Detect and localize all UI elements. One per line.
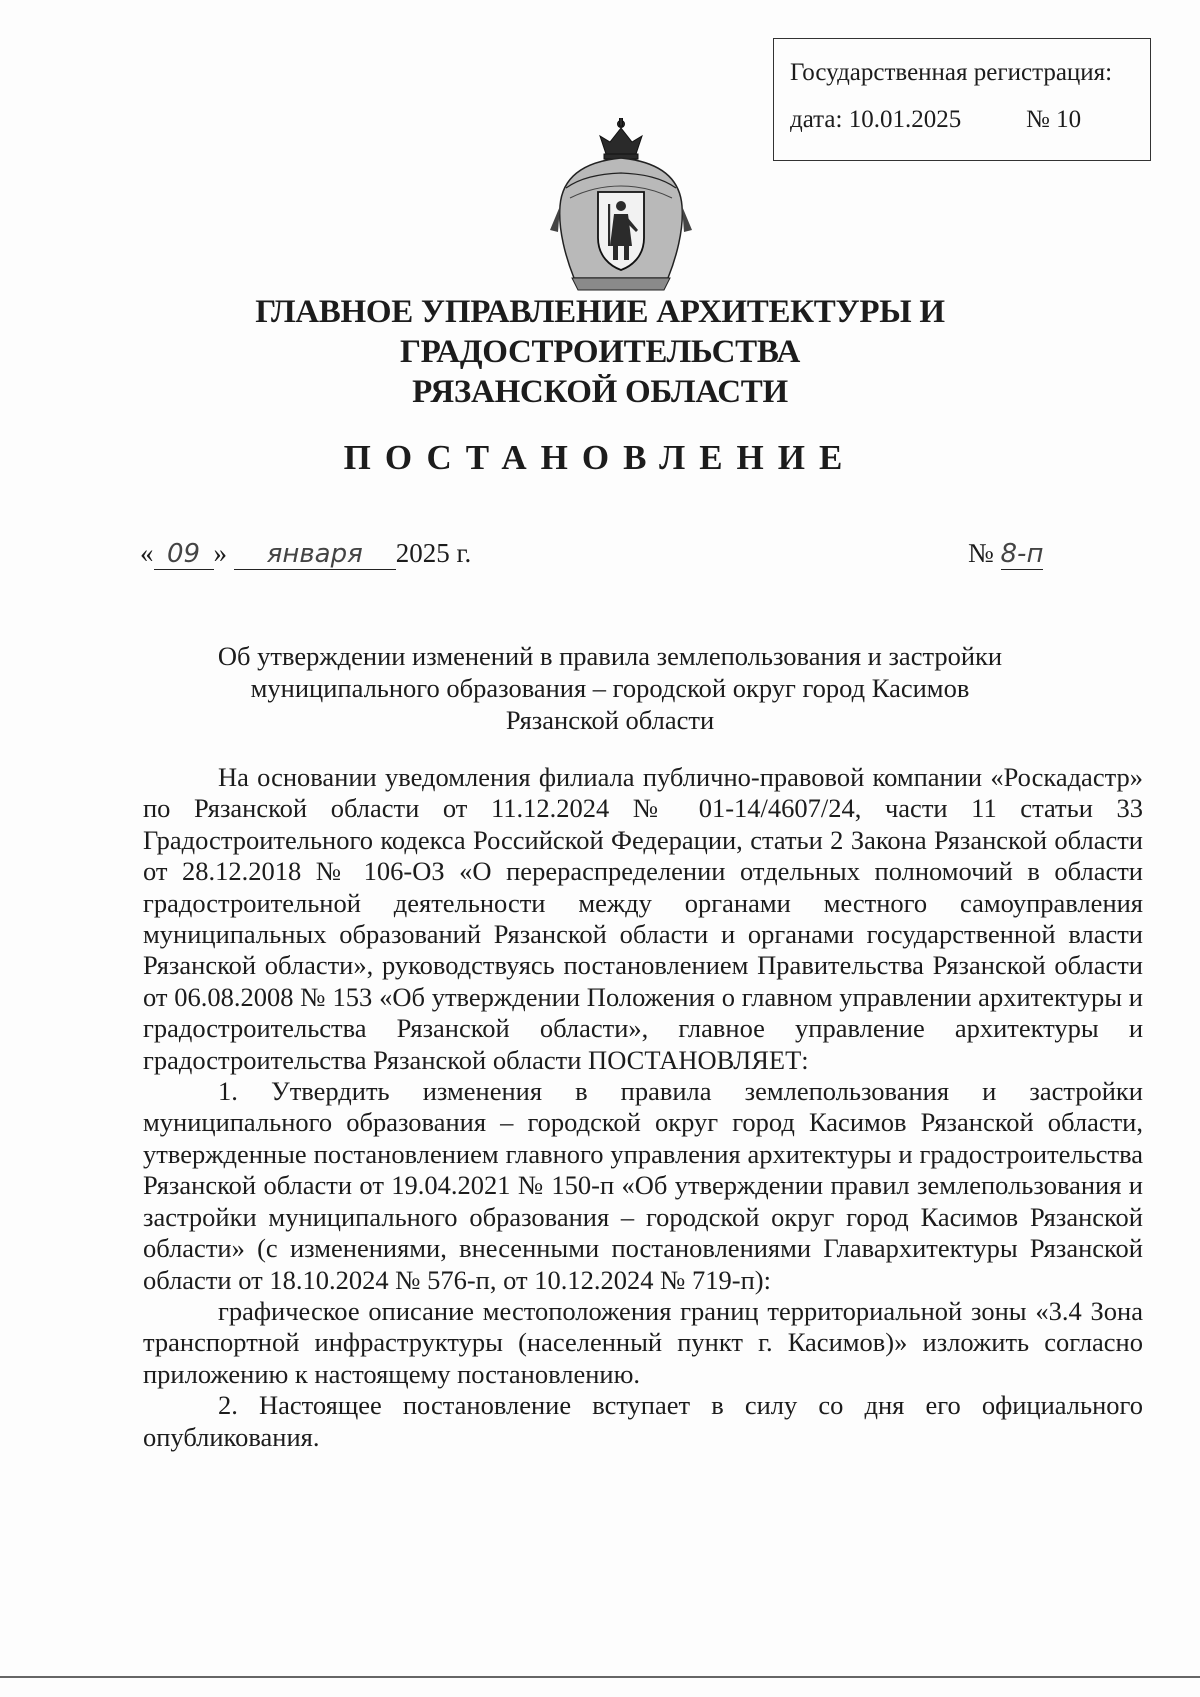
subject-line-2: муниципального образования – городской округ город Касимов <box>250 673 970 703</box>
paragraph-preamble: На основании уведомления филиала публично-правовой компании «Роскадастр» по Рязанской области от 11.12.2024 № 01-14/4607/24, части 11 статьи 33 Градостроительного кодекса Российской Федерации, статьи 2 Закона Рязанской области от 28.12.2018 № 106-ОЗ «О перераспределении отдельных полномочий в области градостроительной деятельности между органами местного самоуправления муниципальных образований Рязанской области и органами государственной власти Рязанской области», руководствуясь постановлением Правительства Рязанской области от 06.08.2008 № 153 «Об утверждении Положения о главном управлении архитектуры и градостроительства Рязанской области», главное управление архитектуры и градостроительства Рязанской области ПОСТАНОВЛЯЕТ: <box>143 762 1143 1075</box>
paragraph-item-1-detail: графическое описание местоположения границ территориальной зоны «3.4 Зона транспортной инфраструктуры (населенный пункт г. Касимов)» изложить согласно приложению к настоящему постановлению. <box>143 1295 1143 1389</box>
document-type: ПОСТАНОВЛЕНИЕ <box>343 438 857 477</box>
number-value: 8-п <box>1000 539 1044 569</box>
registration-stamp <box>773 38 1151 161</box>
organization-name <box>80 292 1120 412</box>
paragraph-item-2: 2. Настоящее постановление вступает в силу со дня его официального опубликования. <box>143 1390 1143 1452</box>
date-close-quote: » <box>213 538 227 568</box>
date-year: 2025 г. <box>395 538 472 568</box>
document-subject <box>140 640 1080 736</box>
date-day: 09 <box>154 539 214 570</box>
paragraph-item-1: 1. Утвердить изменения в правила землепользования и застройки муниципального образования – городской округ город Касимов Рязанской области, утвержденные постановлением главного управления архитектуры и градостроительства Рязанской области от 19.04.2021 № 150-п «Об утверждении правил землепользования и застройки муниципального образования – городской округ город Касимов Рязанской области» (с изменениями, внесенными постановлениями Главархитектуры Рязанской области от 18.10.2024 № 576-п, от 10.12.2024 № 719-п): <box>143 1076 1143 1295</box>
number-sign: № <box>968 538 994 568</box>
document-body <box>143 762 1143 1453</box>
registration-number: № 10 <box>1026 106 1082 133</box>
subject-line-1: Об утверждении изменений в правила землепользования и застройки <box>217 641 1003 671</box>
bottom-scan-line <box>0 1676 1200 1678</box>
registration-date: дата: 10.01.2025 <box>790 106 962 133</box>
registration-title: Государственная регистрация: <box>790 59 1113 86</box>
document-number <box>968 538 1043 569</box>
document-date <box>140 538 471 570</box>
coat-of-arms-icon <box>540 118 702 294</box>
organization-name-line-2: РЯЗАНСКОЙ ОБЛАСТИ <box>412 374 788 410</box>
date-month: января <box>234 539 396 570</box>
date-open-quote: « <box>140 538 154 568</box>
organization-name-line-1: ГЛАВНОЕ УПРАВЛЕНИЕ АРХИТЕКТУРЫ И ГРАДОСТРОИТЕЛЬСТВА <box>255 294 945 370</box>
subject-line-3: Рязанской области <box>505 705 715 735</box>
